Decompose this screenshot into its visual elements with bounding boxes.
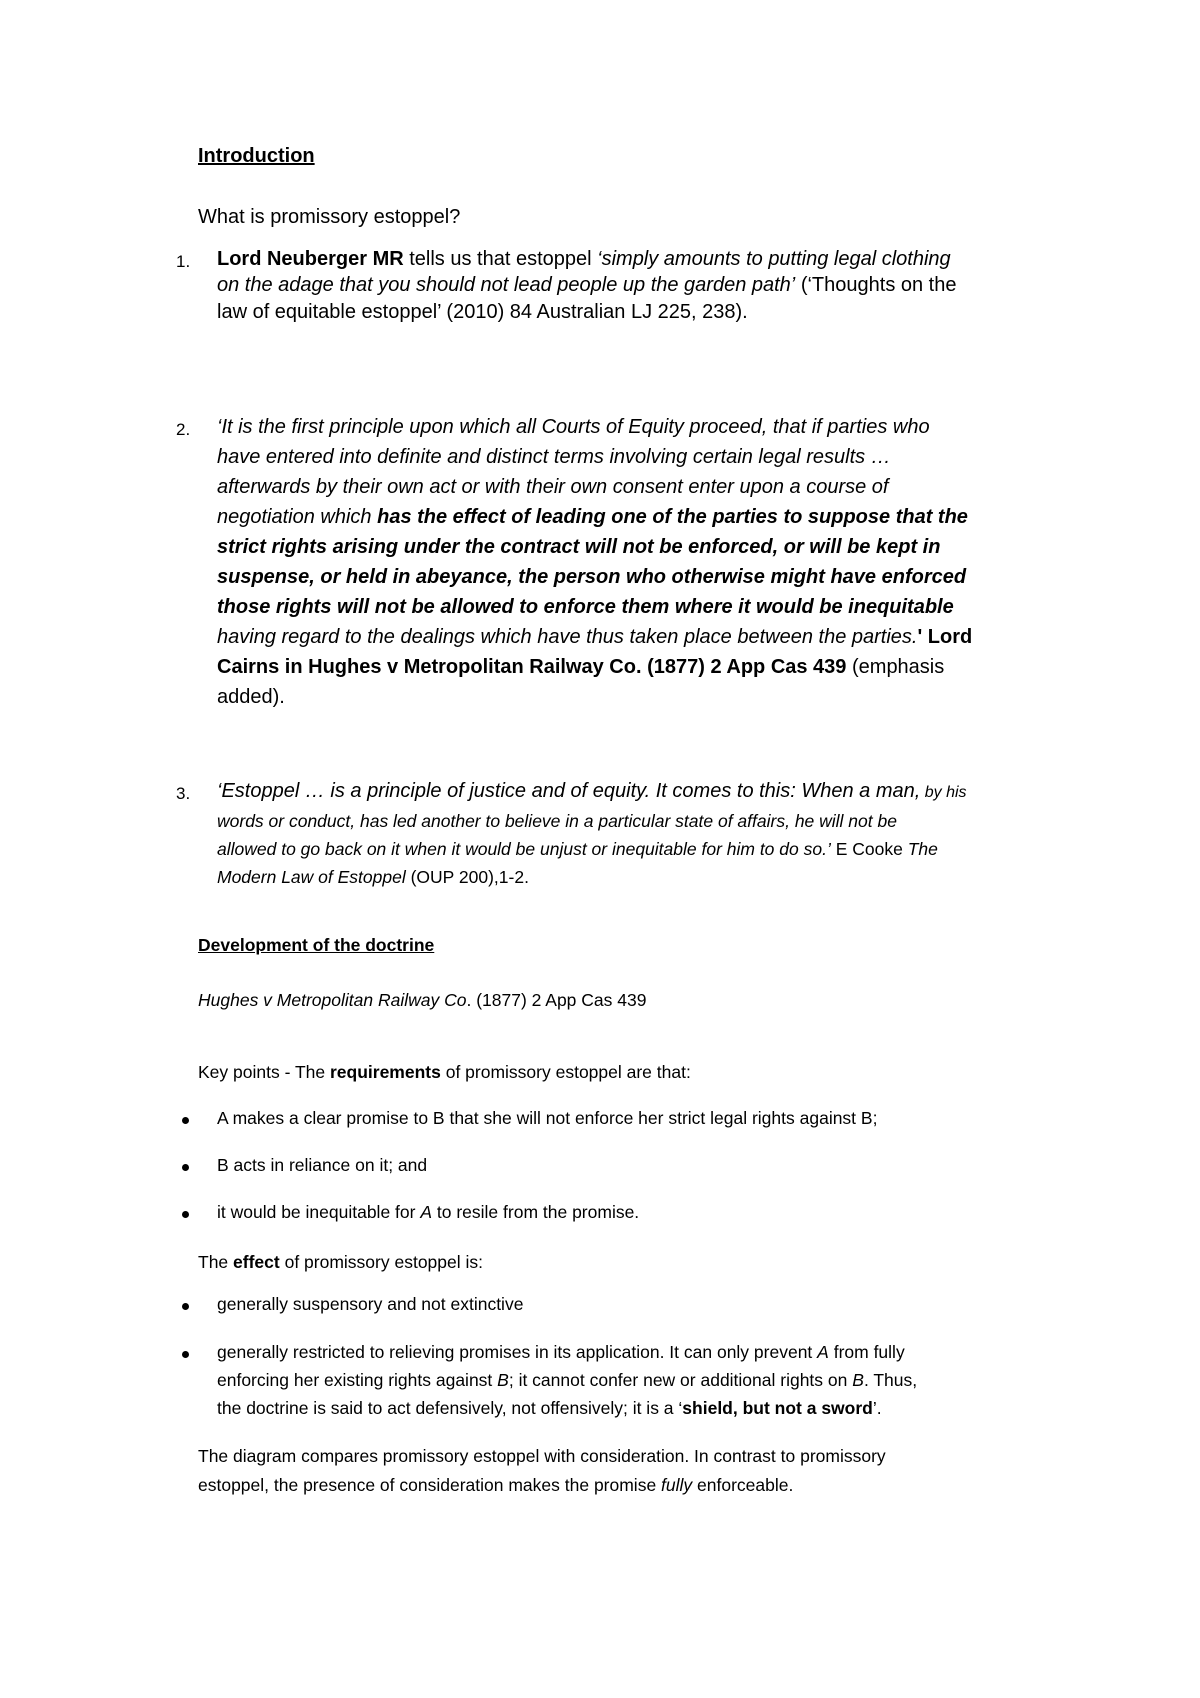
item-2-line-8 bbox=[217, 626, 972, 649]
text-run: Hughes v Metropolitan Railway Co bbox=[198, 990, 467, 1010]
text-run: requirements bbox=[329, 1062, 441, 1082]
text-run: B bbox=[497, 1370, 509, 1390]
text-run: effect bbox=[233, 1252, 280, 1272]
text-run: A bbox=[420, 1202, 433, 1222]
text-run: it would be inequitable for bbox=[217, 1202, 421, 1222]
text-run: . Thus, bbox=[863, 1370, 918, 1390]
item-2-line-9 bbox=[217, 656, 944, 679]
item-1-line-2 bbox=[217, 274, 956, 297]
text-run: suspense, or held in abeyance, the person who otherwise might have enforced bbox=[217, 566, 967, 588]
bullet-icon bbox=[182, 1164, 189, 1171]
item-2-line-7 bbox=[217, 596, 954, 619]
development-heading: Development of the doctrine bbox=[198, 935, 435, 955]
item-2-line-3 bbox=[217, 476, 888, 499]
text-run: B acts in reliance on it; and bbox=[217, 1155, 428, 1175]
diagram-note-line-1 bbox=[198, 1446, 886, 1467]
text-run: shield, but not a sword bbox=[682, 1398, 873, 1418]
list-number-3: 3. bbox=[176, 784, 191, 803]
key-points-intro bbox=[198, 1062, 691, 1083]
text-run: E Cooke bbox=[830, 839, 908, 859]
text-run: ‘It is the first principle upon which all Courts of Equity proceed, that if parties who bbox=[217, 416, 930, 438]
text-run: A bbox=[817, 1342, 829, 1362]
text-run: ' Lord bbox=[917, 626, 973, 648]
text-run: of promissory estoppel is: bbox=[279, 1252, 483, 1272]
text-run: afterwards by their own act or with their own consent enter upon a course of bbox=[217, 476, 889, 498]
item-2-line-6 bbox=[217, 566, 966, 589]
text-run: those rights will not be allowed to enforce them where it would be inequitable bbox=[217, 596, 954, 618]
effect-1 bbox=[217, 1294, 523, 1315]
text-run: to resile from the promise. bbox=[432, 1202, 640, 1222]
effect-2-line-2 bbox=[217, 1370, 917, 1391]
item-2-line-2 bbox=[217, 446, 891, 469]
requirement-2 bbox=[217, 1155, 427, 1176]
item-3-line-3 bbox=[217, 839, 938, 860]
text-run: by his bbox=[920, 784, 967, 801]
text-run: allowed to go back on it when it would be unjust or inequitable for him to do so.’ bbox=[217, 839, 831, 859]
list-number-1: 1. bbox=[176, 252, 191, 271]
introduction-heading: Introduction bbox=[198, 145, 315, 167]
item-2-line-4 bbox=[217, 506, 968, 529]
text-run: (OUP 200),1-2. bbox=[405, 867, 529, 887]
text-run: words or conduct, has led another to believe in a particular state of affairs, he will not be bbox=[217, 811, 897, 831]
text-run: on the adage that you should not lead people up the garden path’ bbox=[217, 274, 796, 296]
text-run: has the effect of leading one of the parties to suppose that the bbox=[377, 506, 968, 528]
text-run: The diagram compares promissory estoppel with consideration. In contrast to promissory bbox=[198, 1446, 886, 1466]
effect-intro bbox=[198, 1252, 483, 1273]
text-run: The bbox=[198, 1252, 234, 1272]
text-run: tells us that estoppel bbox=[403, 248, 598, 270]
text-run: negotiation which bbox=[217, 506, 378, 528]
text-run: law of equitable estoppel’ (2010) 84 Australian LJ 225, 238). bbox=[217, 301, 748, 323]
text-run: Key points - The bbox=[198, 1062, 330, 1082]
requirement-3 bbox=[217, 1202, 639, 1223]
text-run: enforcing her existing rights against bbox=[217, 1370, 498, 1390]
text-run: having regard to the dealings which have thus taken place between the parties. bbox=[217, 626, 918, 648]
text-run: of promissory estoppel are that: bbox=[440, 1062, 691, 1082]
bullet-icon bbox=[182, 1117, 189, 1124]
text-run: from fully bbox=[828, 1342, 905, 1362]
text-run: ’. bbox=[872, 1398, 882, 1418]
text-run: generally suspensory and not extinctive bbox=[217, 1294, 524, 1314]
effect-2-line-3 bbox=[217, 1398, 882, 1419]
text-run: A makes a clear promise to B that she will not enforce her strict legal rights against B; bbox=[217, 1108, 878, 1128]
text-run: generally restricted to relieving promises in its application. It can only prevent bbox=[217, 1342, 818, 1362]
item-2-line-10 bbox=[217, 686, 285, 709]
text-run: ; it cannot confer new or additional rights on bbox=[508, 1370, 853, 1390]
item-1-line-1 bbox=[217, 248, 951, 271]
diagram-note-line-2 bbox=[198, 1475, 793, 1496]
text-run: B bbox=[852, 1370, 864, 1390]
text-run: (1877) 2 App Cas 439 bbox=[641, 656, 847, 678]
text-run: Cairns in Hughes v Metropolitan Railway Co. bbox=[217, 656, 642, 678]
text-run: the doctrine is said to act defensively, not offensively; it is a ‘ bbox=[217, 1398, 683, 1418]
bullet-icon bbox=[182, 1211, 189, 1218]
text-run: estoppel, the presence of consideration makes the promise bbox=[198, 1475, 662, 1495]
text-run: (‘Thoughts on the bbox=[795, 274, 957, 296]
text-run: have entered into definite and distinct terms involving certain legal results … bbox=[217, 446, 891, 468]
text-run: enforceable. bbox=[692, 1475, 794, 1495]
item-3-line-1 bbox=[217, 780, 967, 803]
effect-2-line-1 bbox=[217, 1342, 905, 1363]
text-run: strict rights arising under the contract will not be enforced, or will be kept in bbox=[217, 536, 941, 558]
text-run: . (1877) 2 App Cas 439 bbox=[466, 990, 647, 1010]
item-2-line-5 bbox=[217, 536, 940, 559]
item-3-line-2 bbox=[217, 811, 897, 832]
item-1-line-3 bbox=[217, 301, 748, 324]
text-run: fully bbox=[661, 1475, 693, 1495]
text-run: added). bbox=[217, 686, 285, 708]
bullet-icon bbox=[182, 1303, 189, 1310]
text-run: (emphasis bbox=[846, 656, 945, 678]
text-run: Modern Law of Estoppel bbox=[217, 867, 406, 887]
list-number-2: 2. bbox=[176, 420, 191, 439]
text-run: Lord Neuberger MR bbox=[217, 248, 404, 270]
case-citation bbox=[198, 990, 646, 1011]
requirement-1 bbox=[217, 1108, 877, 1129]
bullet-icon bbox=[182, 1351, 189, 1358]
item-3-line-4 bbox=[217, 867, 529, 888]
introduction-question: What is promissory estoppel? bbox=[198, 206, 461, 228]
item-2-line-1 bbox=[217, 416, 930, 439]
text-run: ‘simply amounts to putting legal clothing bbox=[597, 248, 951, 270]
text-run: The bbox=[907, 839, 938, 859]
text-run: ‘Estoppel … is a principle of justice and of equity. It comes to this: When a man, bbox=[217, 780, 921, 802]
